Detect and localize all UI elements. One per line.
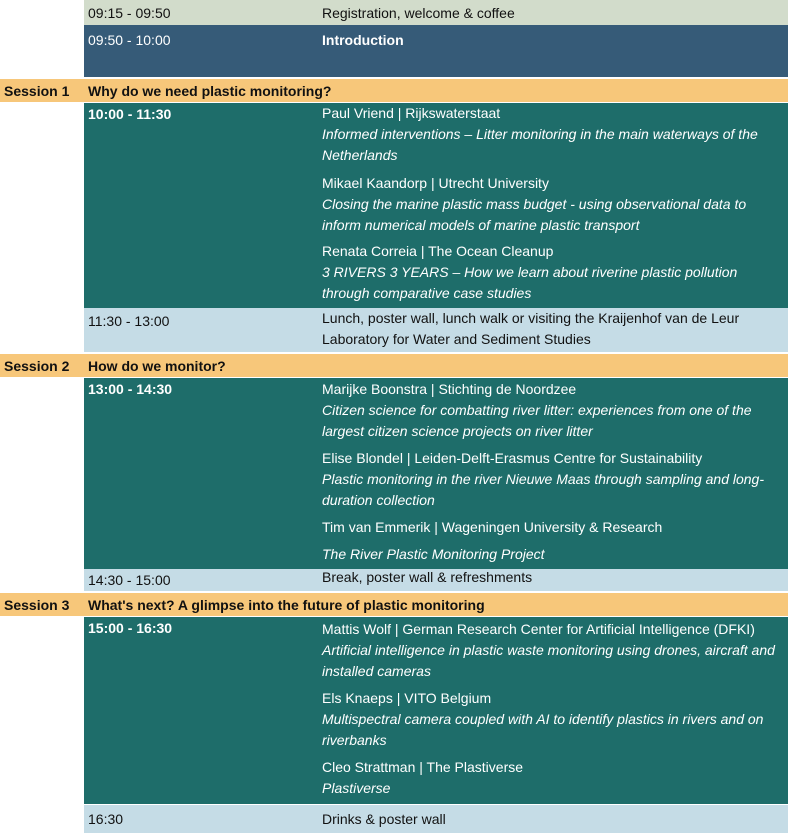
activity-text: Break, poster wall & refreshments: [322, 569, 533, 585]
session-title: How do we monitor?: [88, 358, 226, 374]
time-cell: [84, 308, 318, 352]
session-header-3: [0, 593, 788, 616]
talks-cell: [318, 103, 788, 308]
time-text: 16:30: [88, 811, 124, 827]
talk-title: Plastic monitoring in the river Nieuwe Maas through sampling and long-duration collection: [322, 471, 764, 508]
session-block-1: [84, 103, 788, 308]
time-text: 14:30 - 15:00: [88, 572, 171, 588]
activity-text: Drinks & poster wall: [322, 811, 446, 827]
talk-item: [322, 241, 782, 304]
talk-item: [322, 103, 782, 166]
session-label: Session 2: [4, 358, 70, 374]
speaker-name: Tim van Emmerik | Wageningen University & Research: [322, 519, 663, 535]
talks-cell: [318, 378, 788, 569]
talk-title: Plastiverse: [322, 780, 391, 796]
talk-item: [322, 619, 782, 682]
speaker-name: Paul Vriend | Rijkswaterstaat: [322, 105, 501, 121]
speaker-name: Marijke Boonstra | Stichting de Noordzee: [322, 381, 577, 397]
schedule-row-introduction: [84, 25, 788, 77]
time-cell: [84, 378, 318, 569]
speaker-name: Renata Correia | The Ocean Cleanup: [322, 243, 554, 259]
session-title: Why do we need plastic monitoring?: [88, 83, 332, 99]
activity-cell: [318, 25, 788, 77]
talk-title: Artificial intelligence in plastic waste monitoring using drones, aircraft and installed cameras: [322, 642, 775, 679]
speaker-name: Mattis Wolf | German Research Center for Artificial Intelligence (DFKI): [322, 621, 755, 637]
schedule-row-lunch: [84, 308, 788, 352]
speaker-name: Mikael Kaandorp | Utrecht University: [322, 175, 549, 191]
activity-cell: [318, 0, 788, 25]
talk-item: [322, 517, 782, 565]
time-text: 11:30 - 13:00: [88, 313, 170, 329]
talk-title: Multispectral camera coupled with AI to identify plastics in rivers and on riverbanks: [322, 711, 764, 748]
talks-cell: [318, 617, 788, 804]
time-text: 09:50 - 10:00: [88, 32, 171, 48]
session-label: Session 3: [4, 597, 70, 613]
speaker-name: Els Knaeps | VITO Belgium: [322, 690, 492, 706]
activity-text: Lunch, poster wall, lunch walk or visiting the Kraijenhof van de Leur Laboratory for Water and Sediment Studies: [322, 310, 740, 347]
speaker-name: Elise Blondel | Leiden-Delft-Erasmus Centre for Sustainability: [322, 450, 703, 466]
session-title: What's next? A glimpse into the future of plastic monitoring: [88, 597, 485, 613]
activity-cell: [318, 308, 788, 352]
time-cell: [84, 805, 318, 833]
activity-text: Introduction: [322, 32, 404, 48]
time-cell: [84, 103, 318, 308]
time-text: 10:00 - 11:30: [88, 106, 172, 122]
schedule-row-drinks: [84, 805, 788, 833]
talk-title: Citizen science for combatting river litter: experiences from one of the largest citizen science projects on river litter: [322, 402, 752, 439]
talk-title: The River Plastic Monitoring Project: [322, 546, 545, 562]
session-header-1: [0, 79, 788, 102]
talk-title: 3 RIVERS 3 YEARS – How we learn about riverine plastic pollution through comparative case studies: [322, 264, 738, 301]
talk-title: Informed interventions – Litter monitoring in the main waterways of the Netherlands: [322, 126, 758, 163]
session-block-3: [84, 617, 788, 804]
time-cell: [84, 0, 318, 25]
session-header-2: [0, 354, 788, 377]
session-label: Session 1: [4, 83, 70, 99]
time-text: 15:00 - 16:30: [88, 620, 173, 636]
activity-text: Registration, welcome & coffee: [322, 5, 515, 21]
schedule-row-registration: [84, 0, 788, 25]
time-cell: [84, 25, 318, 77]
schedule-row-break: [84, 569, 788, 591]
activity-cell: [318, 805, 788, 833]
talk-item: [322, 757, 782, 799]
time-cell: [84, 569, 318, 591]
talk-item: [322, 173, 782, 236]
talk-item: [322, 379, 782, 442]
time-cell: [84, 617, 318, 804]
talk-item: [322, 448, 782, 511]
time-text: 09:15 - 09:50: [88, 5, 171, 21]
talk-title: Closing the marine plastic mass budget - using observational data to inform numerical models of marine plastic transport: [322, 196, 747, 233]
activity-cell: [318, 569, 788, 591]
time-text: 13:00 - 14:30: [88, 381, 173, 397]
session-block-2: [84, 378, 788, 569]
talk-item: [322, 688, 782, 751]
speaker-name: Cleo Strattman | The Plastiverse: [322, 759, 524, 775]
